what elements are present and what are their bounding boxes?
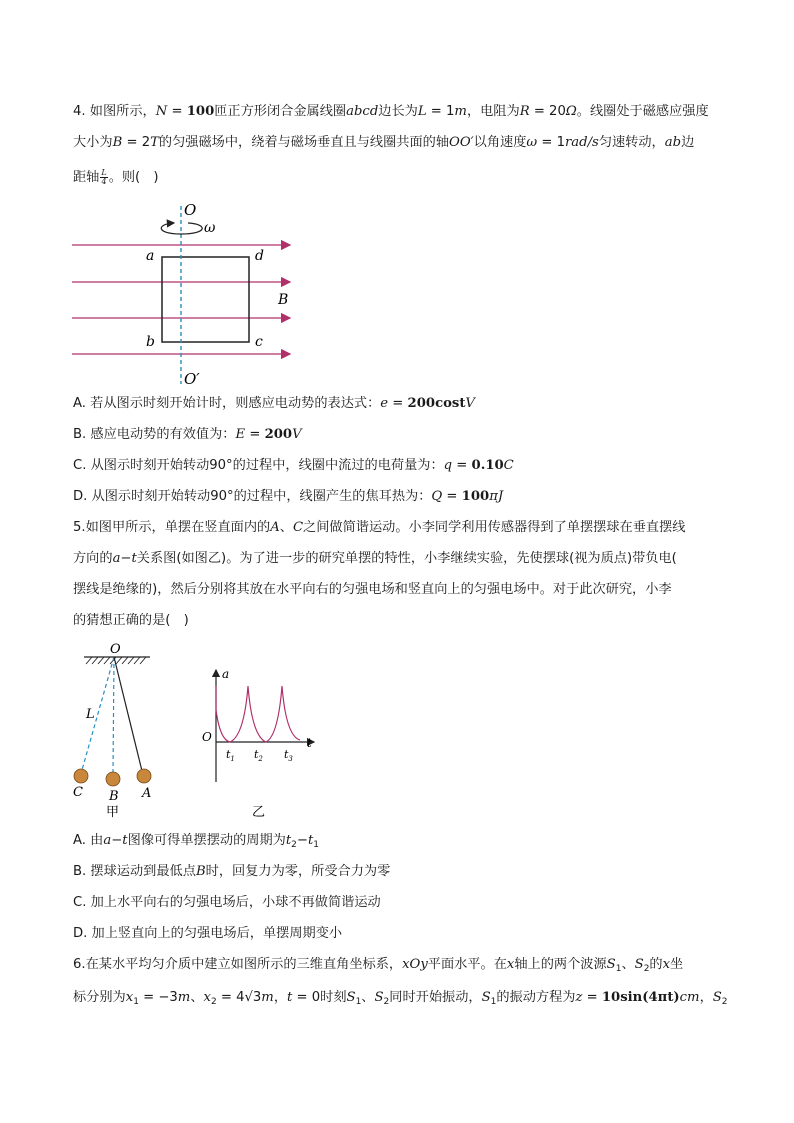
label-O: O	[184, 201, 197, 219]
label-c: c	[255, 334, 263, 350]
q6-line-1: 6.在某水平均匀介质中建立如图所示的三维直角坐标系，xOy平面水平。在x轴上的两个波源$S_1$、$S_2$的x坐	[73, 957, 684, 974]
string-to-B	[113, 657, 114, 773]
ball-C	[74, 769, 88, 783]
tick-t2: $t_2$	[254, 748, 263, 763]
q4-option-A: A. 若从图示时刻开始计时，则感应电动势的表达式：e = 200costV	[73, 396, 475, 411]
q5-option-A: A. 由a−t图像可得单摆摆动的周期为$t_2-t_1$	[73, 833, 319, 850]
q5-option-B: B. 摆球运动到最低点B时，回复力为零，所受合力为零	[73, 864, 391, 879]
fraction-L-over-4: $\frac{L}{4}$	[101, 167, 107, 186]
label-b: b	[146, 334, 155, 350]
label-O: O	[110, 642, 121, 657]
tick-t1: $t_1$	[226, 748, 235, 763]
label-a: a	[146, 248, 155, 264]
label-B: B	[109, 789, 119, 804]
tick-t3: $t_3$	[284, 748, 293, 763]
q4-option-B: B. 感应电动势的有效值为：E = 200V	[73, 427, 302, 442]
label-O: O	[202, 730, 212, 744]
label-t: t	[307, 736, 312, 750]
ball-A	[137, 769, 151, 783]
label-omega: ω	[204, 220, 216, 236]
q4-line-1: 4. 如图所示，N = 100匝正方形闭合金属线圈abcd边长为L = 1m，电阻为R = 20Ω。线圈处于磁感应强度	[73, 104, 709, 119]
q5-line-4: 的猜想正确的是( )	[73, 613, 189, 628]
q6-line-2: 标分别为$x_1 = -3m$、$x_2 = 4√3m$，t = 0时刻$S_1$、$S_2$同时开始振动，$S_1$的振动方程为z = 10sin(4πt)cm，$S_2$	[73, 990, 728, 1007]
q5-line-2: 方向的a−t关系图(如图乙)。为了进一步的研究单摆的特性，小李继续实验，先使摆球(视为质点)带负电(	[73, 551, 677, 566]
q4-line-3: 距轴 $\frac{L}{4}$ 。则( )	[73, 167, 159, 186]
q5-line-3: 摆线是绝缘的)，然后分别将其放在水平向右的匀强电场和竖直向上的匀强电场中。对于此次研究，小李	[73, 582, 672, 597]
q4-line-2: 大小为B = 2T的匀强磁场中，绕着与磁场垂直且与线圈共面的轴OO′以角速度ω = 1rad/s匀速转动，ab边	[73, 135, 695, 150]
label-L: L	[86, 707, 95, 722]
q5-option-D: D. 加上竖直向上的匀强电场后，单摆周期变小	[73, 926, 343, 941]
label-d: d	[255, 248, 264, 264]
q4-option-D: D. 从图示时刻开始转动90°的过程中，线圈产生的焦耳热为：Q = 100πJ	[73, 489, 504, 504]
q4-option-C: C. 从图示时刻开始转动90°的过程中，线圈中流过的电荷量为：q = 0.10C	[73, 458, 514, 473]
label-A: A	[142, 786, 152, 801]
q5-line-1: 5.如图甲所示，单摆在竖直面内的A、C之间做简谐运动。小李同学利用传感器得到了单摆摆球在垂直摆线	[73, 520, 686, 535]
label-O-prime: O′	[184, 370, 200, 388]
label-a: a	[222, 667, 230, 681]
label-B: B	[278, 292, 289, 308]
label-C: C	[73, 785, 83, 800]
q5-figure-at-graph	[196, 660, 326, 820]
q5-option-C: C. 加上水平向右的匀强电场后，小球不再做简谐运动	[73, 895, 381, 910]
curve-a-t	[216, 686, 300, 742]
q5-figure-pendulum	[70, 640, 170, 820]
string-to-A	[114, 657, 142, 771]
rotation-arrow-icon	[161, 223, 202, 234]
caption-yi: 乙	[252, 805, 266, 820]
ball-B	[106, 772, 120, 786]
coil-abcd	[162, 257, 249, 342]
q4-figure	[70, 198, 300, 390]
caption-jia: 甲	[106, 805, 120, 820]
